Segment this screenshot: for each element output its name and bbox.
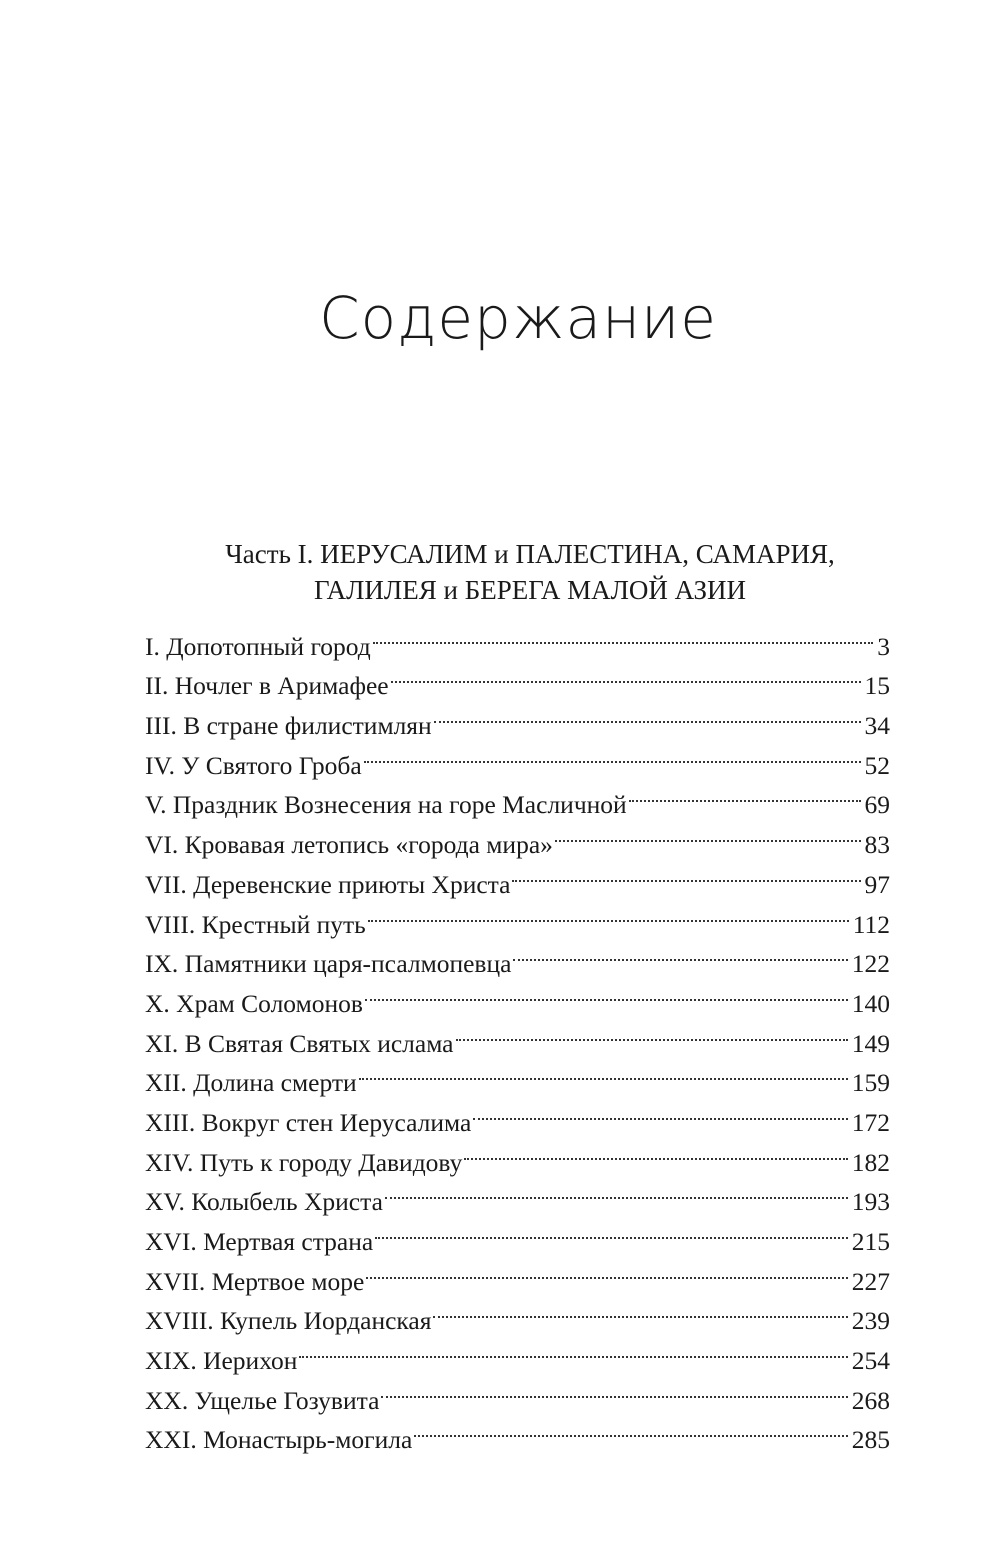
toc-entry-page: 254: [851, 1346, 890, 1376]
toc-entry-page: 140: [851, 988, 890, 1018]
page-title: Содержание: [319, 284, 717, 352]
toc-entry-page: 34: [864, 711, 890, 741]
dot-leader: [434, 694, 863, 734]
toc-entry-page: 268: [851, 1385, 890, 1415]
dot-leader: [373, 615, 875, 655]
toc-entry-page: 3: [877, 631, 890, 661]
dot-leader: [433, 1290, 849, 1330]
toc-entry-title: XIV. Путь к городу Давидову: [145, 1147, 463, 1177]
dot-leader: [364, 734, 863, 774]
toc-entry-title: XV. Колыбель Христа: [145, 1187, 383, 1217]
toc-entry-title: XII. Долина смерти: [145, 1068, 357, 1098]
toc-entry-title: VI. Кровавая летопись «города мира»: [145, 830, 553, 860]
dot-leader: [365, 972, 850, 1012]
toc-entry-title: XIX. Иерихон: [145, 1346, 298, 1376]
toc-entry-title: III. В стране филистимлян: [145, 711, 432, 741]
toc-entry-page: 97: [864, 869, 890, 899]
toc-entry-page: 182: [851, 1147, 890, 1177]
toc-entry-page: 15: [864, 671, 890, 701]
part-heading: [180, 536, 880, 608]
dot-leader: [385, 1171, 850, 1211]
dot-leader: [391, 655, 863, 695]
toc-entry-page: 52: [864, 750, 890, 780]
toc-entry-title: VII. Деревенские приюты Христа: [145, 869, 511, 899]
table-of-contents: [145, 615, 890, 1455]
dot-leader: [464, 1131, 849, 1171]
toc-entry-page: 193: [851, 1187, 890, 1217]
toc-entry-title: IX. Памятники царя-псалмопевца: [145, 949, 512, 979]
dot-leader: [555, 813, 863, 853]
dot-leader: [629, 774, 863, 814]
toc-entry-title: IV. У Святого Гроба: [145, 750, 362, 780]
toc-entry-title: V. Праздник Вознесения на горе Масличной: [145, 790, 627, 820]
toc-entry-page: 149: [851, 1028, 890, 1058]
dot-leader: [381, 1369, 849, 1409]
toc-entry-title: II. Ночлег в Аримафее: [145, 671, 389, 701]
toc-entry-title: XVII. Мертвое море: [145, 1266, 365, 1296]
dot-leader: [375, 1210, 850, 1250]
toc-entry-page: 172: [851, 1107, 890, 1137]
toc-entry-page: 239: [851, 1306, 890, 1336]
toc-entry-title: XVI. Мертвая страна: [145, 1227, 374, 1256]
part-heading-line-2: ГАЛИЛЕЯ и БЕРЕГА МАЛОЙ АЗИИ: [313, 575, 747, 605]
toc-entry-page: 69: [864, 790, 890, 820]
toc-entry-page: 285: [851, 1425, 890, 1455]
dot-leader: [366, 1250, 849, 1290]
dot-leader: [456, 1012, 850, 1052]
toc-entry-title: VIII. Крестный путь: [145, 909, 366, 939]
dot-leader: [513, 933, 849, 973]
toc-entry-title: XIII. Вокруг стен Иерусалима: [145, 1107, 472, 1137]
toc-entry-page: 227: [851, 1266, 890, 1296]
toc-entry-page: 215: [851, 1227, 890, 1256]
toc-entry-title: X. Храм Соломонов: [145, 988, 363, 1018]
toc-entry[interactable]: [145, 615, 890, 661]
dot-leader: [512, 853, 862, 893]
part-heading-line-1: Часть I. ИЕРУСАЛИМ и ПАЛЕСТИНА, САМАРИЯ,: [225, 539, 835, 569]
toc-entry-title: XX. Ущелье Гозувита: [145, 1385, 380, 1415]
toc-entry-page: 122: [851, 949, 890, 979]
toc-entry-title: XI. В Святая Святых ислама: [145, 1028, 454, 1058]
toc-entry-page: 112: [852, 909, 890, 939]
dot-leader: [368, 893, 851, 933]
toc-entry-title: XXI. Монастырь-могила: [145, 1425, 413, 1455]
dot-leader: [414, 1409, 849, 1449]
dot-leader: [299, 1329, 849, 1369]
dot-leader: [473, 1091, 849, 1131]
toc-entry-title: I. Допотопный город: [145, 631, 371, 661]
dot-leader: [359, 1052, 850, 1092]
toc-entry-page: 83: [864, 830, 890, 860]
toc-entry-page: 159: [851, 1068, 890, 1098]
toc-entry-title: XVIII. Купель Иорданская: [145, 1306, 432, 1336]
